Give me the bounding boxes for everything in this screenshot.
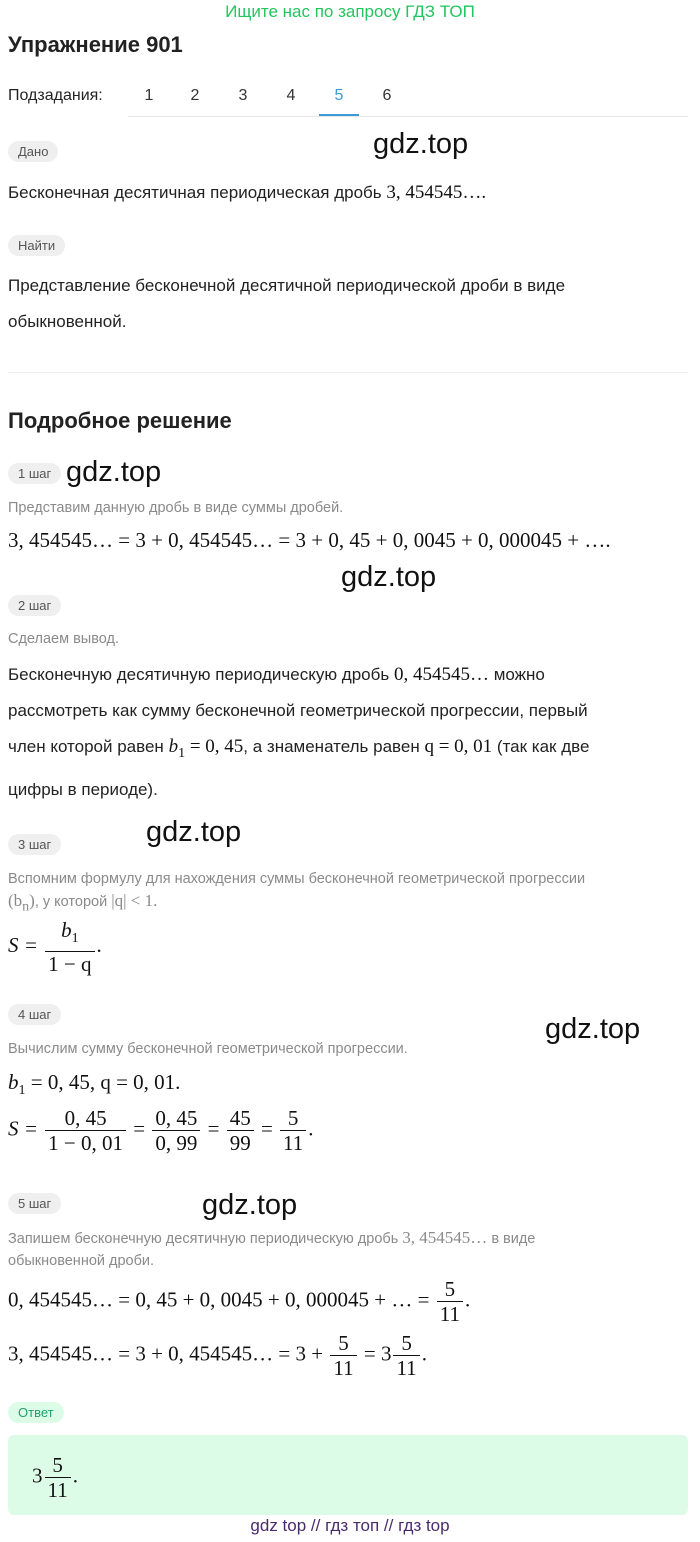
top-banner[interactable]: Ищите нас по запросу ГДЗ ТОП bbox=[225, 2, 475, 21]
step1-caption: Представим данную дробь в виде суммы дробей. bbox=[8, 500, 344, 516]
tab-6[interactable]: 6 bbox=[382, 87, 392, 104]
page-title: Упражнение 901 bbox=[8, 32, 183, 57]
watermark: gdz.top bbox=[146, 816, 242, 848]
tab-4[interactable]: 4 bbox=[286, 87, 296, 104]
watermark: gdz.top bbox=[373, 128, 469, 160]
step2-caption: Сделаем вывод. bbox=[8, 631, 120, 647]
step1-pill: 1 шаг bbox=[8, 463, 61, 484]
divider bbox=[8, 372, 688, 373]
step3-pill: 3 шаг bbox=[8, 834, 61, 855]
tab-2[interactable]: 2 bbox=[190, 87, 200, 104]
tab-3[interactable]: 3 bbox=[238, 87, 248, 104]
step3-caption: Вспомним формулу для нахождения суммы бесконечной геометрической прогрессии $(b_n)$, у которой |q| < 1. bbox=[8, 871, 586, 915]
given-pill: Дано bbox=[8, 141, 58, 162]
subtasks-tabs bbox=[128, 76, 688, 117]
find-pill: Найти bbox=[8, 235, 65, 256]
step4-pill: 4 шаг bbox=[8, 1004, 61, 1025]
tab-5[interactable]: 5 bbox=[319, 76, 359, 116]
step2-pill: 2 шаг bbox=[8, 595, 61, 616]
step5-line2: 3, 454545… = 3 + 0, 454545… = 3 + $\frac{5}{11}$ = 3 $\frac{5}{11}$ . bbox=[8, 1331, 427, 1380]
watermark: gdz.top bbox=[66, 456, 162, 488]
step5-pill: 5 шаг bbox=[8, 1193, 61, 1214]
answer-value: 3 $\frac{5}{11}$ . bbox=[32, 1453, 78, 1502]
footer-links[interactable]: gdz top // гдз топ // гдз top bbox=[250, 1516, 450, 1535]
answer-pill: Ответ bbox=[8, 1402, 64, 1423]
watermark: gdz.top bbox=[202, 1189, 298, 1221]
step5-caption: Запишем бесконечную десятичную периодическую дробь 3, 454545… в виде обыкновенной дроби. bbox=[8, 1228, 536, 1269]
subtasks-label: Подзадания: bbox=[8, 87, 103, 104]
solution-title: Подробное решение bbox=[8, 408, 232, 433]
step3-formula: S = $\frac{b_1}{1 - q}$ . bbox=[8, 918, 102, 977]
watermark: gdz.top bbox=[545, 1013, 641, 1045]
step1-formula: 3, 454545… = 3 + 0, 454545… = 3 + 0, 45 + 0, 0045 + 0, 000045 + …. bbox=[8, 528, 611, 552]
step4-caption: Вычислим сумму бесконечной геометрической прогрессии. bbox=[8, 1041, 408, 1057]
answer-box bbox=[8, 1435, 688, 1515]
given-text: Бесконечная десятичная периодическая дробь 3, 454545…. bbox=[8, 182, 487, 203]
find-text: Представление бесконечной десятичной периодической дроби в виде обыкновенной. bbox=[8, 276, 566, 331]
step4-formula: S = $\frac{0, 45}{1 - 0, 01}$ = $\frac{0, 45}{0, 99}$ = $\frac{45}{99}$ = $\frac{5}{11}$ . bbox=[8, 1106, 314, 1155]
step4-line1: $b_1 = 0$, 45, q = 0, 01. bbox=[8, 1070, 181, 1099]
step5-line1: 0, 454545… = 0, 45 + 0, 0045 + 0, 000045 + … = $\frac{5}{11}$ . bbox=[8, 1277, 471, 1326]
watermark: gdz.top bbox=[341, 561, 437, 593]
tab-1[interactable]: 1 bbox=[144, 87, 154, 104]
step2-text: Бесконечную десятичную периодическую дробь 0, 454545… можно рассмотреть как сумму бесконечной геометрической прогрессии, первый член которой равен $b_1 = 0$, 45, а знаменатель равен q = 0, 01 (так как две цифры в периоде). bbox=[8, 664, 590, 799]
